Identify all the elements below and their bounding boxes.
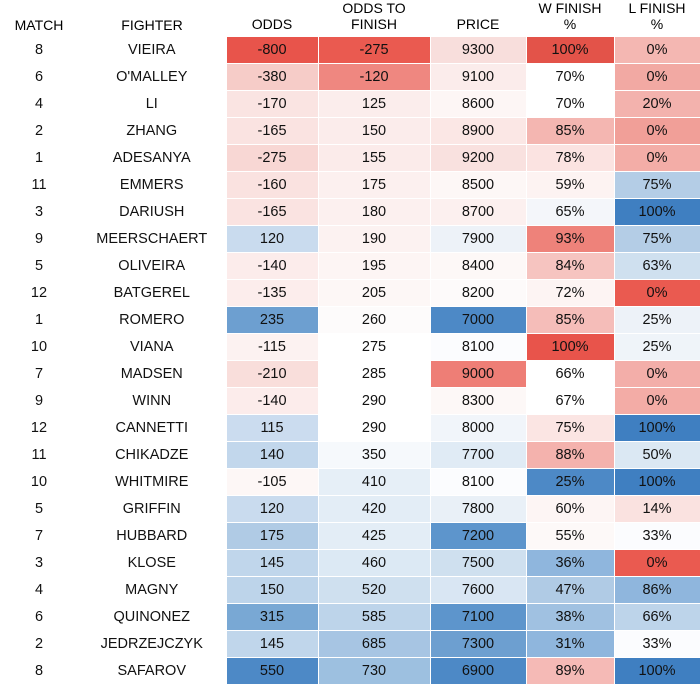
cell-w: 75% xyxy=(526,415,614,442)
cell-odds: -380 xyxy=(226,64,318,91)
table-header-row xyxy=(0,0,700,37)
cell-price: 8700 xyxy=(430,199,526,226)
cell-odds: 150 xyxy=(226,577,318,604)
cell-otf: 460 xyxy=(318,550,430,577)
cell-w: 25% xyxy=(526,469,614,496)
cell-fighter: GRIFFIN xyxy=(122,501,181,518)
cell-otf: 285 xyxy=(318,361,430,388)
table-row xyxy=(0,361,700,388)
column-header-fighter-line-1: FIGHTER xyxy=(121,16,183,33)
cell-w: 70% xyxy=(526,91,614,118)
cell-l: 33% xyxy=(614,523,700,550)
cell-match: 2 xyxy=(34,636,44,653)
cell-fighter: HUBBARD xyxy=(116,528,188,545)
cell-l: 75% xyxy=(614,226,700,253)
column-header-price-line-1: PRICE xyxy=(456,16,500,33)
cell-fighter: EMMERS xyxy=(119,177,184,194)
cell-match: 1 xyxy=(34,150,44,167)
cell-price: 8000 xyxy=(430,415,526,442)
cell-fighter: DARIUSH xyxy=(119,204,185,221)
cell-price: 7900 xyxy=(430,226,526,253)
column-header-l-finish-line-1: L FINISH xyxy=(628,0,686,16)
table-row xyxy=(0,334,700,361)
cell-w: 89% xyxy=(526,658,614,685)
cell-match: 9 xyxy=(34,393,44,410)
cell-otf: 205 xyxy=(318,280,430,307)
cell-otf: 425 xyxy=(318,523,430,550)
table-row xyxy=(0,172,700,199)
cell-l: 14% xyxy=(614,496,700,523)
cell-match: 10 xyxy=(30,474,48,491)
table-row xyxy=(0,199,700,226)
cell-fighter: VIANA xyxy=(129,339,174,356)
cell-w: 85% xyxy=(526,118,614,145)
cell-odds: 145 xyxy=(226,550,318,577)
cell-l: 100% xyxy=(614,469,700,496)
table-body xyxy=(0,37,700,685)
cell-price: 9300 xyxy=(430,37,526,64)
cell-otf: 125 xyxy=(318,91,430,118)
cell-w: 38% xyxy=(526,604,614,631)
cell-price: 8500 xyxy=(430,172,526,199)
column-header-match-line-1: MATCH xyxy=(14,16,64,33)
cell-fighter: WHITMIRE xyxy=(115,474,189,491)
column-header-odds-line-1: ODDS xyxy=(251,16,293,33)
column-header-l-finish-line-2: % xyxy=(650,16,664,33)
cell-price: 7300 xyxy=(430,631,526,658)
cell-l: 0% xyxy=(614,550,700,577)
cell-l: 25% xyxy=(614,307,700,334)
cell-odds: -115 xyxy=(226,334,318,361)
cell-fighter: CHIKADZE xyxy=(115,447,189,464)
cell-l: 0% xyxy=(614,145,700,172)
cell-fighter: ROMERO xyxy=(119,312,185,329)
cell-fighter: OLIVEIRA xyxy=(118,258,186,275)
cell-fighter: MAGNY xyxy=(125,582,179,599)
cell-fighter: MADSEN xyxy=(120,366,183,383)
cell-w: 66% xyxy=(526,361,614,388)
cell-w: 59% xyxy=(526,172,614,199)
cell-price: 7800 xyxy=(430,496,526,523)
cell-otf: 175 xyxy=(318,172,430,199)
cell-price: 8300 xyxy=(430,388,526,415)
cell-match: 11 xyxy=(31,447,47,464)
cell-match: 12 xyxy=(30,420,48,437)
cell-match: 10 xyxy=(30,339,48,356)
cell-w: 84% xyxy=(526,253,614,280)
table-row xyxy=(0,388,700,415)
cell-odds: -140 xyxy=(226,388,318,415)
cell-fighter: WINN xyxy=(132,393,172,410)
cell-w: 36% xyxy=(526,550,614,577)
cell-match: 4 xyxy=(34,582,44,599)
cell-match: 9 xyxy=(34,231,44,248)
cell-odds: 140 xyxy=(226,442,318,469)
cell-price: 7600 xyxy=(430,577,526,604)
table-row xyxy=(0,604,700,631)
cell-odds: -275 xyxy=(226,145,318,172)
column-header-odds-to-finish-line-2: FINISH xyxy=(351,16,397,33)
table-row xyxy=(0,631,700,658)
cell-l: 50% xyxy=(614,442,700,469)
cell-otf: 195 xyxy=(318,253,430,280)
cell-w: 93% xyxy=(526,226,614,253)
cell-fighter: VIEIRA xyxy=(127,42,176,59)
cell-match: 8 xyxy=(34,42,44,59)
cell-fighter: ADESANYA xyxy=(112,150,191,167)
cell-price: 6900 xyxy=(430,658,526,685)
cell-price: 7100 xyxy=(430,604,526,631)
table-row xyxy=(0,523,700,550)
cell-l: 63% xyxy=(614,253,700,280)
column-header-odds-to-finish-line-1: ODDS TO xyxy=(342,0,406,16)
cell-fighter: SAFAROV xyxy=(117,663,186,680)
table-row xyxy=(0,226,700,253)
table-row xyxy=(0,280,700,307)
cell-l: 100% xyxy=(614,415,700,442)
column-header-odds xyxy=(226,0,318,37)
cell-w: 100% xyxy=(526,334,614,361)
cell-otf: 180 xyxy=(318,199,430,226)
cell-price: 8200 xyxy=(430,280,526,307)
cell-match: 7 xyxy=(34,366,44,383)
table-row xyxy=(0,253,700,280)
cell-odds: -160 xyxy=(226,172,318,199)
cell-odds: -105 xyxy=(226,469,318,496)
cell-otf: 685 xyxy=(318,631,430,658)
cell-l: 0% xyxy=(614,280,700,307)
cell-fighter: O'MALLEY xyxy=(116,69,188,86)
cell-otf: -275 xyxy=(318,37,430,64)
column-header-match xyxy=(0,0,78,37)
table-row xyxy=(0,658,700,685)
column-header-odds-to-finish xyxy=(318,0,430,37)
cell-match: 3 xyxy=(34,555,44,572)
column-header-w-finish xyxy=(526,0,614,37)
cell-w: 47% xyxy=(526,577,614,604)
cell-w: 67% xyxy=(526,388,614,415)
cell-otf: 150 xyxy=(318,118,430,145)
cell-match: 12 xyxy=(30,285,48,302)
cell-otf: 155 xyxy=(318,145,430,172)
cell-odds: -140 xyxy=(226,253,318,280)
cell-odds: -210 xyxy=(226,361,318,388)
cell-odds: -170 xyxy=(226,91,318,118)
cell-l: 25% xyxy=(614,334,700,361)
cell-otf: 410 xyxy=(318,469,430,496)
cell-l: 20% xyxy=(614,91,700,118)
cell-w: 78% xyxy=(526,145,614,172)
cell-match: 5 xyxy=(34,258,44,275)
cell-fighter: QUINONEZ xyxy=(113,609,191,626)
cell-price: 7700 xyxy=(430,442,526,469)
cell-price: 7000 xyxy=(430,307,526,334)
cell-fighter: CANNETTI xyxy=(115,420,188,437)
table-row xyxy=(0,496,700,523)
table-row xyxy=(0,469,700,496)
cell-price: 9100 xyxy=(430,64,526,91)
cell-odds: -165 xyxy=(226,199,318,226)
cell-otf: 190 xyxy=(318,226,430,253)
column-header-w-finish-line-1: W FINISH xyxy=(538,0,602,16)
cell-w: 100% xyxy=(526,37,614,64)
cell-l: 100% xyxy=(614,199,700,226)
cell-price: 9000 xyxy=(430,361,526,388)
cell-match: 1 xyxy=(34,312,44,329)
cell-l: 86% xyxy=(614,577,700,604)
cell-price: 8600 xyxy=(430,91,526,118)
cell-odds: 115 xyxy=(226,415,318,442)
cell-w: 88% xyxy=(526,442,614,469)
column-header-w-finish-line-2: % xyxy=(563,16,577,33)
cell-otf: 260 xyxy=(318,307,430,334)
cell-fighter: JEDRZEJCZYK xyxy=(100,636,203,653)
cell-price: 9200 xyxy=(430,145,526,172)
cell-match: 3 xyxy=(34,204,44,221)
cell-match: 8 xyxy=(34,663,44,680)
cell-l: 75% xyxy=(614,172,700,199)
cell-match: 11 xyxy=(31,177,47,194)
column-header-l-finish xyxy=(614,0,700,37)
cell-w: 85% xyxy=(526,307,614,334)
cell-l: 33% xyxy=(614,631,700,658)
table-row xyxy=(0,307,700,334)
cell-l: 0% xyxy=(614,118,700,145)
table-row xyxy=(0,415,700,442)
cell-odds: 120 xyxy=(226,226,318,253)
cell-l: 0% xyxy=(614,64,700,91)
cell-l: 0% xyxy=(614,37,700,64)
cell-w: 60% xyxy=(526,496,614,523)
cell-l: 0% xyxy=(614,361,700,388)
cell-otf: 585 xyxy=(318,604,430,631)
cell-fighter: MEERSCHAERT xyxy=(96,231,208,248)
table-row xyxy=(0,577,700,604)
cell-odds: -800 xyxy=(226,37,318,64)
table-row xyxy=(0,145,700,172)
cell-price: 7200 xyxy=(430,523,526,550)
column-header-fighter xyxy=(78,0,226,37)
cell-w: 70% xyxy=(526,64,614,91)
table-row xyxy=(0,37,700,64)
cell-fighter: LI xyxy=(145,96,158,113)
cell-odds: 235 xyxy=(226,307,318,334)
cell-l: 100% xyxy=(614,658,700,685)
cell-match: 4 xyxy=(34,96,44,113)
cell-match: 2 xyxy=(34,123,44,140)
cell-match: 6 xyxy=(34,69,44,86)
cell-odds: 175 xyxy=(226,523,318,550)
table-row xyxy=(0,64,700,91)
cell-price: 8100 xyxy=(430,334,526,361)
table-row xyxy=(0,550,700,577)
cell-l: 66% xyxy=(614,604,700,631)
cell-odds: 145 xyxy=(226,631,318,658)
cell-w: 72% xyxy=(526,280,614,307)
cell-price: 8100 xyxy=(430,469,526,496)
column-header-price xyxy=(430,0,526,37)
cell-odds: 550 xyxy=(226,658,318,685)
cell-otf: 275 xyxy=(318,334,430,361)
cell-fighter: KLOSE xyxy=(127,555,176,572)
table-row xyxy=(0,118,700,145)
cell-w: 55% xyxy=(526,523,614,550)
table-row xyxy=(0,91,700,118)
table-row xyxy=(0,442,700,469)
cell-fighter: ZHANG xyxy=(126,123,178,140)
cell-match: 6 xyxy=(34,609,44,626)
cell-otf: -120 xyxy=(318,64,430,91)
cell-match: 7 xyxy=(34,528,44,545)
cell-otf: 730 xyxy=(318,658,430,685)
cell-w: 65% xyxy=(526,199,614,226)
cell-fighter: BATGEREL xyxy=(113,285,190,302)
cell-odds: 315 xyxy=(226,604,318,631)
cell-price: 7500 xyxy=(430,550,526,577)
cell-otf: 290 xyxy=(318,415,430,442)
cell-otf: 520 xyxy=(318,577,430,604)
cell-price: 8900 xyxy=(430,118,526,145)
cell-otf: 290 xyxy=(318,388,430,415)
cell-l: 0% xyxy=(614,388,700,415)
cell-w: 31% xyxy=(526,631,614,658)
cell-price: 8400 xyxy=(430,253,526,280)
cell-otf: 420 xyxy=(318,496,430,523)
cell-otf: 350 xyxy=(318,442,430,469)
cell-odds: -135 xyxy=(226,280,318,307)
cell-match: 5 xyxy=(34,501,44,518)
cell-odds: -165 xyxy=(226,118,318,145)
cell-odds: 120 xyxy=(226,496,318,523)
